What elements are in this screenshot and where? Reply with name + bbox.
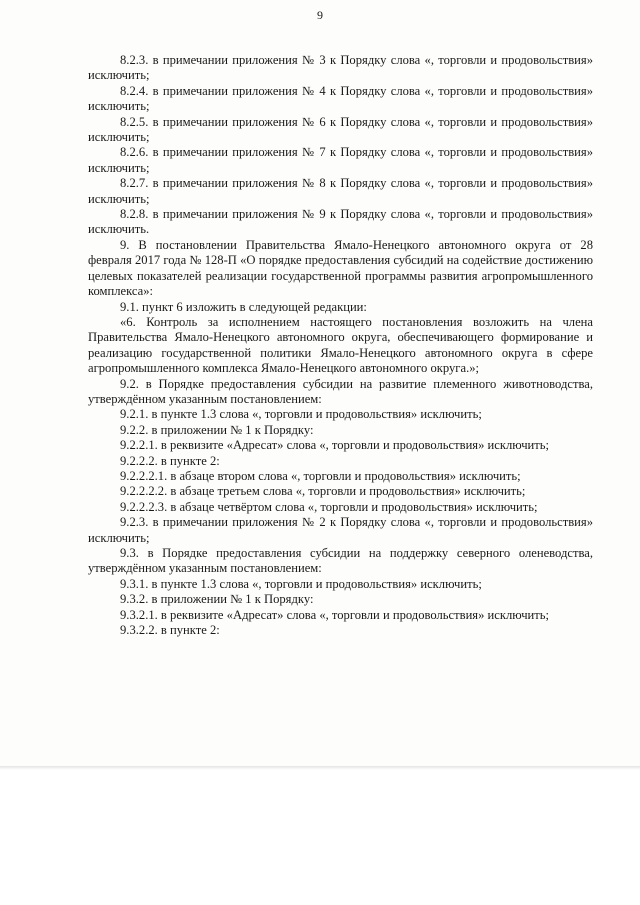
paragraph: 9.3.1. в пункте 1.3 слова «, торговли и продовольствия» исключить; [120, 576, 482, 591]
paragraph: 9.3.2. в приложении № 1 к Порядку: [120, 592, 314, 607]
page-number: 9 [317, 8, 323, 22]
paragraph: 9.2.2.2.3. в абзаце четвёртом слова «, торговли и продовольствия» исключить; [120, 499, 538, 514]
paragraph: 9.2.1. в пункте 1.3 слова «, торговли и продовольствия» исключить; [120, 407, 482, 422]
paragraph: 8.2.3. в примечании приложения № 3 к Порядку слова «, торговли и продовольствия» исключить; [88, 53, 593, 83]
page-edge [0, 766, 640, 770]
paragraph: 9.2.3. в примечании приложения № 2 к Порядку слова «, торговли и продовольствия» исключить; [88, 515, 593, 545]
paragraph: 9.2. в Порядке предоставления субсидии на развитие племенного животноводства, утверждённом указанным постановлением: [88, 376, 593, 406]
paragraph: 9. В постановлении Правительства Ямало-Ненецкого автономного округа от 28 февраля 2017 года № 128-П «О порядке предоставления субсидий на содействие достижению целевых показателей реализации государственной программы развития агропромышленного комплекса»: [88, 237, 593, 299]
paragraph: 9.1. пункт 6 изложить в следующей редакции: [120, 299, 367, 314]
paragraph: 8.2.8. в примечании приложения № 9 к Порядку слова «, торговли и продовольствия» исключить. [88, 207, 593, 237]
paragraph: 9.3. в Порядке предоставления субсидии на поддержку северного оленеводства, утверждённом указанным постановлением: [88, 546, 593, 576]
paragraph: 9.3.2.2. в пункте 2: [120, 623, 220, 638]
paragraph: 8.2.4. в примечании приложения № 4 к Порядку слова «, торговли и продовольствия» исключить; [88, 83, 593, 114]
paragraph: «6. Контроль за исполнением настоящего постановления возложить на члена Правительства Ямало-Ненецкого автономного округа, обеспечивающего формирование и реализацию государственной политики Ямало-Ненецкого автономного округа в сфере агропромышленного комплекса Ямало-Ненецкого автономного округа.»; [88, 314, 593, 376]
paragraph: 9.2.2.2. в пункте 2: [120, 453, 220, 468]
paragraph: 8.2.6. в примечании приложения № 7 к Порядку слова «, торговли и продовольствия» исключить; [88, 145, 593, 175]
document-body [88, 53, 593, 638]
paragraph: 9.2.2.2.2. в абзаце третьем слова «, торговли и продовольствия» исключить; [120, 484, 526, 499]
paragraph: 9.2.2. в приложении № 1 к Порядку: [120, 422, 314, 437]
paragraph: 9.2.2.1. в реквизите «Адресат» слова «, торговли и продовольствия» исключить; [120, 438, 550, 453]
paragraph: 9.2.2.2.1. в абзаце втором слова «, торговли и продовольствия» исключить; [120, 468, 521, 483]
paragraph: 9.3.2.1. в реквизите «Адресат» слова «, торговли и продовольствия» исключить; [120, 607, 550, 622]
paragraph: 8.2.7. в примечании приложения № 8 к Порядку слова «, торговли и продовольствия» исключить; [88, 176, 593, 206]
paragraph: 8.2.5. в примечании приложения № 6 к Порядку слова «, торговли и продовольствия» исключить; [88, 114, 593, 145]
